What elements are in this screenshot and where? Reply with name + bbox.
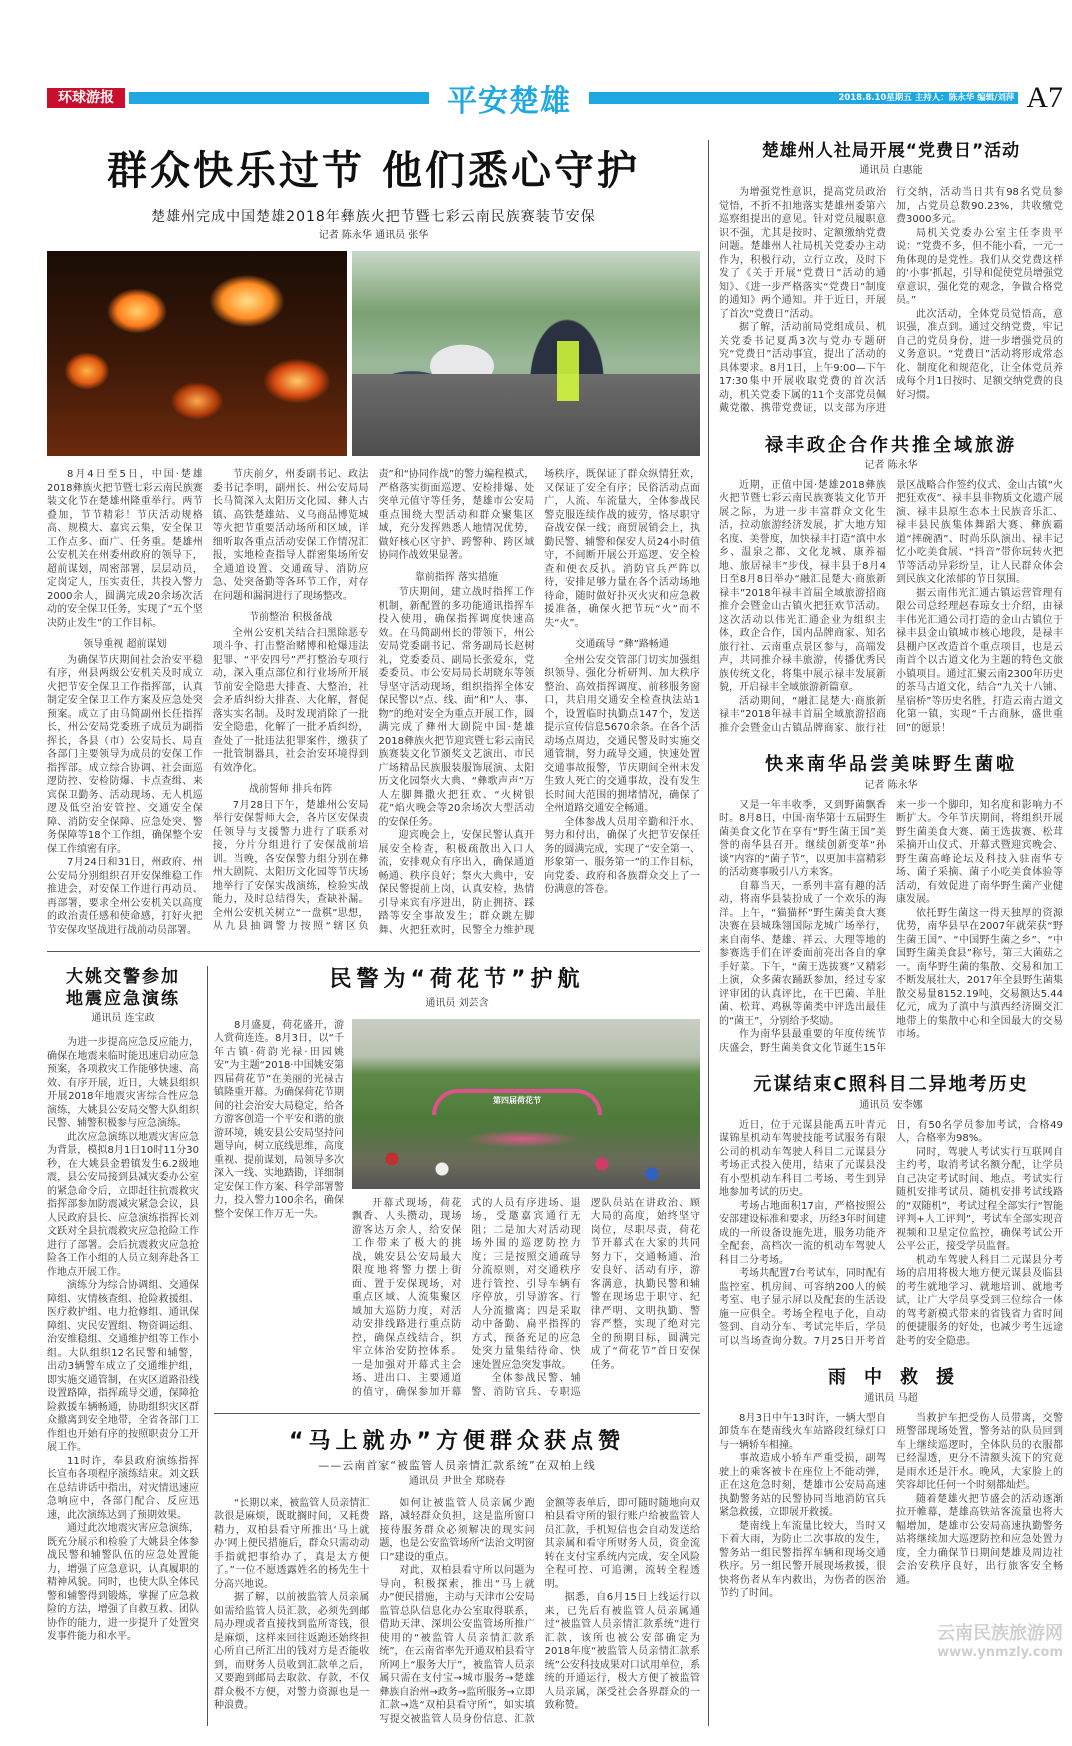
- article-title: 雨 中 救 援: [828, 1367, 954, 1389]
- article-lufeng-tourism: [719, 434, 1063, 736]
- dateline: 2018.8.10星期五 主持人：陈永华 编辑/刘萍: [838, 93, 1015, 103]
- article-body: [214, 1497, 700, 1727]
- article-byline: 通讯员 连宝政: [91, 1013, 155, 1025]
- column-divider: [207, 966, 208, 1726]
- page-layout: [47, 140, 1063, 1726]
- article-title: 民警为“荷花节”护航: [329, 967, 585, 992]
- article-title-line1: 大姚交警参加: [66, 967, 180, 987]
- paragraph: 对此，双柏县看守所以问题为导向，积极探索，推出“马上就办”便民措施，主动与天津市公安局监管总队信息化办公室取得联系，借助天津、深圳公安监管场所推广使用的“被监管人员亲情汇款系统”，在云南省率先开通双柏县看守所网上“服务大厅”，被监管人员亲属只需在支付宝→城市服务→楚雄彝族自治州→政务→监所服务→立即汇款→选“双柏县看守所”，如实填写提交被监管人员身份信息、汇款金额等表单后，即可随时随地向双柏县看守所的银行账户给被监管人员汇款，手机短信也会自动发送给其亲属和看守所财务人员，资金流转在支付宝系统内完成，安全风险全程可控、可追溯，流转全程透明。: [379, 1497, 700, 1725]
- paragraph: 近日，位于元谋县能禹五叶青元谋锦星机动车驾驶技能考试服务有限公司的机动车驾驶人科目二元谋县分考场正式投入使用，结束了元谋县没有小型机动车科目二考场、考生到异地参加考试的历史。: [719, 1119, 886, 1199]
- article-body-continued: [352, 1197, 700, 1400]
- right-area: [719, 140, 1063, 1726]
- paragraph: 同时，驾驶人考试实行互联网自主约考，取消考试名额分配，让学员自己决定考试时间、地点。考试实行随机安排考试员、随机安排考试线路的“双随机”，考试过程全部实行“智能评判+人工评判”，考试车全部实现音视频和卫星定位监控，确保考试公开公平公正，接受学员监督。: [896, 1146, 1063, 1253]
- paragraph: 全州公安交管部门切实加强组织领导、强化分析研判、加大秩序整治、高效指挥调度、前移服务窗口，共启用交通安全检查执法站1个，设置临时执勤点147个，发送提示宣传信息5670余条。在各个活动场点周边，交通民警及时实施交通管制，努力疏导交通，快速处置交通事故报警，节庆期间全州未发生致人死亡的交通事故，没有发生长时间大范围的拥堵情况，确保了全州道路交通安全畅通。: [544, 654, 700, 814]
- subheading: 领导重视 超前谋划: [83, 639, 167, 650]
- lead-article: [47, 146, 700, 937]
- subheading: 战前誓师 排兵布阵: [249, 784, 333, 795]
- paragraph: 开幕式现场，荷花飘香、人头攒动，现场游客达万余人，给安保工作带来了极大的挑战，姚安县公安局最大限度地将警力摆上街面、置于安保现场，对重点区域、人流集聚区域加大巡防力度，对活动安排线路进行重点防控，确保点线结合，织牢立体治安防控体系。一是加强对开幕式主会场、进出口、主要通道的值守，确保参加开幕式的人员有序进场、退场，受邀嘉宾通行无阻；二是加大对活动现场外围的巡逻防控力度；三是按照交通疏导分流原则，对交通秩序进行管控、引导车辆有序停放，引导游客、行人分流撤离；四是采取动中备勤、扁平指挥的方式，预备充足的应急处突力量集结待命、快速处置应急突发事故。: [352, 1197, 581, 1398]
- article-body: [719, 479, 1063, 736]
- section-title: 平安楚雄: [447, 84, 571, 119]
- lead-photos: [47, 251, 700, 456]
- traffic-police-photo: [352, 251, 700, 456]
- page-number: A7: [1026, 81, 1063, 114]
- article-rain-rescue: [719, 1366, 1063, 1600]
- paragraph: 全州公安机关结合扫黑除恶专项斗争、打击整治赌博和枪爆违法犯罪、“平安四号”严打整治专项行动，深入重点部位和行业场所开展节前安全隐患大排查、大整治，社会矛盾纠纷大排查、大化解，督促落实实名制。及时发现消除了一批安全隐患，化解了一批矛盾纠纷，查处了一批违法犯罪案件，缴获了一批管制器具，社会治安环境得到有效净化。: [212, 627, 369, 774]
- article-party-dues: [719, 140, 1063, 416]
- article-body: [719, 1119, 1063, 1349]
- section-divider: [47, 951, 700, 952]
- article-byline: 通讯员 白惠能: [859, 165, 923, 177]
- paragraph: 节庆期间，建立战时指挥工作机制，新配置的多功能通讯指挥车投入使用，确保指挥调度快速高效。在马简副州长的带领下，州公安局党委副书记、常务副局长赵树礼，党委委员、副局长张爱东，党委委员、市公安局局长胡晓东等领导坚守活动现场，组织指挥全体安保民警以“点、线、面”和“人、事、物”的绝对安全为重点开展工作，圆满完成了彝州大剧院中国·楚雄2018彝族火把节迎宾暨七彩云南民族赛装文化节颁奖文艺演出、市民广场精品民族服装服饰展演、太阳历文化园祭火大典、“彝歌声声”万人左脚舞撒火把狂欢、“火树银花”焰火晚会等20余场次大型活动的安保任务。: [378, 587, 535, 828]
- paragraph: 8月盛夏，荷花盛开，游人赏荷连连。8月3日，以“千年古镇·荷韵光禄·田园姚安”为主题“2018·中国姚安第四届荷花节”在美丽的光禄古镇隆重开幕。为确保荷花节期间的社会治安大局稳定，给各方游客创造一个平安和谐的旅游环境，姚安县公安局坚持问题导向，树立底线思维，高度重视、提前谋划，局领导多次深入一线、实地踏勘，详细制定安保工作方案、科学部署警力，投入警力100余名，确保整个安保工作万无一失。: [214, 1019, 344, 1220]
- paragraph: 7月28日下午，楚雄州公安局举行安保誓师大会，各片区安保责任领导与支援警力进行了联系对接，分片分组进行了安保战前培训。当晚，各安保警力组分别在彝州大剧院、太阳历文化园等节庆场地举行了安保实战演练，检验实战能力，及时总结得失，查缺补漏。全州公安机关树立“一盘棋”思想，从九县抽调警力按照“辖区负责”和“协同作战”的警力编程模式，严格落实街面巡逻、安检排爆、处突单元值守等任务，楚雄市公安局重点围绕大型活动和群众聚集区域，充分发挥熟悉人地情况优势，做好核心区守护、跨警种、跨区域协同作战效果显著。: [212, 469, 535, 932]
- paragraph: 又是一年丰收季，又到野菌飘香时。8月8日，中国·南华第十五届野生菌美食文化节在享有“野生菌王国”美誉的南华县召开。继续创新变革“孙谈”内容的“菌子节”，以更加丰富精彩的活动赛事吸引八方来客。: [719, 799, 886, 879]
- paragraph: 活动期间，“融汇昆楚大·商旅新禄丰”2018年禄丰首届全域旅游招商推介会暨金山古镇品牌商家、旅行社景区战略合作签约仪式、金山古镇“火把狂欢夜”、禄丰县非物质文化遗产展演、禄丰县原生态本土民族音乐汇、禄丰县民族集体舞蹈大赛、彝族霸道“摔碗酒”、时尚乐队演出、禄丰记忆小吃美食展、“抖音”带你玩转火把节等活动异彩纷呈，让人民群众体会到民族文化浓郁的节日氛围。: [719, 479, 1063, 734]
- article-body: [719, 799, 1063, 1056]
- paragraph: 楚南线上车流量比较大，当时又下着大雨，为防止二次事故的发生，警务站一组民警指挥车辆和现场交通秩序。另一组民警开展现场救援，很快将伤者从车内救出，为伤者的医治节约了时间。: [719, 1520, 886, 1600]
- paragraph: 考场占地面积17亩，严格按照公安部建设标准和要求，历经3年时间建成的一所设备设施先进，服务功能齐全配套，高档次一流的机动车驾驶人科目二分考场。: [719, 1200, 886, 1266]
- torch-festival-photo: [47, 251, 347, 456]
- paragraph: 据云南伟光汇通古镇运营管理有限公司总经理赵春琼女士介绍，由禄丰伟光汇通公司打造的金山古镇位于禄丰县金山镇城市核心地段，是禄丰县棚户区改造首个重点项目，也是云南首个以古道文化为主题的特色文旅小镇项目。通过汇聚云南2300年历史的茶马古道文化，结合“九关十八铺、星宿桥”等历史名胜，打造云南古道文化第一镇，实现“千古商脉，盛世重回”的愿景！: [896, 587, 1063, 734]
- left-area: [47, 140, 700, 1726]
- paragraph: 据悉，自6月15日上线运行以来，已先后有被监管人员亲属通过“被监管人员亲情汇款系统”进行汇款，该所也被公安部确定为2018年度“被监管人员亲情汇款系统”公安科技成果对口试用单位，系统的开通运行，极大方便了被监管人员亲属，深受社会各界群众的一致称赞。: [544, 1592, 700, 1712]
- paragraph: 考场共配置7台考试车，同时配有监控室、机房间、可容纳200人的候考室、电子显示屏以及配套的生活设施一应俱全。考场全程电子化，自动签到、自动分车、考试完毕后，学员可以当场查询分数。7月25日开考首日，有50名学员参加考试，合格49人，合格率为98%。: [719, 1119, 1063, 1347]
- article-body: [47, 1036, 199, 1644]
- paragraph: 7月24日和31日，州政府、州公安局分别组织召开安保维稳工作推进会，对安保工作进行再动员、再部署，要求全州公安机关以高度的政治责任感和使命感，打好火把节安保攻坚战进行战前动员部署。: [47, 857, 203, 936]
- lead-headline: 群众快乐过节 他们悉心守护: [107, 148, 640, 194]
- article-title: 楚雄州人社局开展“党费日”活动: [761, 141, 1021, 161]
- police-vest: [557, 341, 579, 401]
- paragraph: 事故造成小轿车严重受损，副驾驶上的乘客被卡在座位上不能动弹，正在这危急时刻，楚雄市公安局高速执勤警务站的民警协同当地消防官兵紧急救援，立即展开救援。: [719, 1453, 886, 1519]
- article-lotus-festival: [214, 966, 700, 1399]
- paragraph: 随着楚雄火把节盛会的活动逐渐拉开帷幕，楚雄高铁站客流量也将大幅增加，楚雄市公安局高速执勤警务站将继续加大巡逻防控和应急处置力度，全力确保节日期间楚雄及周边社会治安秩序良好，出行旅客安全畅通。: [896, 1493, 1063, 1586]
- paragraph: 据了解，以前被监管人员亲属如需给监管人员汇款，必须先到邮局办理或者直接找到监所寄钱，很是麻烦，这样来回往返跑还始终担心所自己所汇出的钱对方是否能收到，而财务人员收到汇款单之后，又要跑到邮局去取款、存款，不仅群众极不方便，对警力资源也是一种浪费。: [214, 1592, 370, 1712]
- paragraph: 全体参战民警、辅警、消防官兵、专职巡逻队员站在讲政治、顾大局的高度，始终坚守岗位，尽职尽责，荷花节开幕式在大家的共同努力下，交通畅通、治安良好、活动有序，游客满意，执勤民警和辅警在现场忠于职守、纪律严明、文明执勤、警容严整，实现了绝对完全的预期目标，圆满完成了“荷花节”首日安保任务。: [471, 1197, 700, 1398]
- lotus-festival-photo: [352, 1019, 700, 1189]
- lead-subtitle: 楚雄州完成中国楚雄2018年彝族火把节暨七彩云南民族赛装节安保: [151, 209, 596, 225]
- paragraph: 为进一步提高应急反应能力，确保在地震来临时能迅速启动应急预案，各项救灾工作能够快速、高效、有序开展，近日，大姚县组织开展2018年地震灾害综合性应急演练，大姚县公安局交警大队组织民警、辅警积极参与应急演练。: [47, 1037, 199, 1130]
- article-body: [719, 1412, 1063, 1601]
- paragraph: 迎宾晚会上，安保民警认真开展安全检查，积极疏散出入口人流，安排观众有序出入，确保通道畅通、秩序良好；祭火大典中，安保民警提前上岗，认真安检，热情引导来宾有序进出，防止拥挤、踩踏等安全事故发生；群众跳左脚舞、火把狂欢时，民警全力维护现场秩序，既保证了群众纵情狂欢，又保证了安全有序；民俗活动点面广，人流、车流量大，全体参战民警克服连续作战的疲劳，恪尽职守奋战安保一线；商贸展销会上，执勤民警、辅警和保安人员24小时值守，不间断开展公开巡逻、安全检查和便衣反扒。消防官兵严阵以待，安排足够力量在各个活动场地待命，随时做好扑灭火灾和应急救援准备，确保火把节玩“火”而不失“火”。: [378, 469, 700, 936]
- article-title: “马上就办”方便群众获点赞: [289, 1429, 625, 1455]
- paragraph: 此次活动，全体党员觉悟高，意识强，准点到。通过交纳党费，牢记自己的党员身份，进一步增强党员的义务意识。“党费日”活动将形成常态化、制度化和规范化，让全体党员养成每个月1日按时、足额交纳党费的良好习惯。: [896, 308, 1063, 401]
- paragraph: 8月4日至5日，中国·楚雄2018彝族火把节暨七彩云南民族赛装文化节在楚雄州隆重举行。两节叠加，节节精彩！节庆活动规格高、规模大、嘉宾云集，安全保卫工作点多、面广、任务重。楚雄州公安机关在州委州政府的领导下，超前谋划，周密部署，层层动员，定岗定人，压实责任，共投入警力2000余人，圆满完成20余场次活动的安全保卫任务，实现了“五个坚决防止发生”的工作目标。: [47, 469, 203, 629]
- lower-right-area: [214, 966, 700, 1726]
- section-divider: [214, 1413, 700, 1414]
- article-remittance-system: [214, 1428, 700, 1726]
- article-yuanmou-exam: [719, 1073, 1063, 1348]
- lotus-body-row: [214, 1019, 700, 1400]
- paragraph: 节庆前夕，州委副书记、政法委书记李明，副州长、州公安局局长马简深入太阳历文化园、彝人古镇、高铁楚雄站、义乌商品博览城等火把节重要活动场所和区域，详细听取各重点活动安保工作情况汇报，实地检查指导人群密集场所安全通道设置、交通疏导、消防应急、处突备勤等各环节工作，对存在问题和漏洞进行了现场整改。: [212, 469, 369, 602]
- paragraph: 自幕当天，一系列丰富有趣的活动，将南华县装扮成了一个欢乐的海洋。上午，“猫猫杯”野生菌美食大赛决赛在县城珠翎国际龙城广场举行，来自南华、楚雄、祥云、大理等地的参赛选手们在评委面前亮出各自的拿手好菜。下午，“菌王选拔赛”又精彩上演，众多菌农踊跃参加，经过专家评审团的认真评比，在干巴菌、羊肚菌、松茸、鸡枞等菌类中评选出最佳的“菌王”，分别给予奖励。: [719, 880, 886, 1027]
- paragraph: 通过此次地震灾害应急演练，既充分展示和检验了大姚县全体参战民警和辅警队伍的应急处置能力，增强了应急意识，认真履职的精神风貌。同时，也使大队全体民警和辅警得到锻炼，掌握了应急救险的方法，增强了自救互救、团队协作的能力，进一步提升了处置突发事件能力和水平。: [47, 1523, 199, 1643]
- lotus-right: [352, 1019, 700, 1400]
- paragraph: 为确保节庆期间社会治安平稳有序，州县两级公安机关及时成立火把节安全保卫工作指挥部，认真制定安全保卫工作方案及应急处突预案。成立了由马简副州长任指挥长，州公安局党委班子成员为副指挥长，各县（市）公安局长、局直各部门主要领导为成员的安保工作指挥部。成立综合协调、社会面巡逻防控、安检防爆、卡点查缉、来宾保卫勤务、活动现场、无人机巡逻及低空治安管控、交通安全保障、消防安全保障、应急处突、警务保障等18个工作组，确保整个安保工作缜密有序。: [47, 654, 203, 855]
- watermark-url: www.ynmzly.com: [937, 1644, 1063, 1660]
- paragraph: 机动车驾驶人科目二元谋县分考场的启用将极大地方便元谋县及临县的考生就地学习、就地培训、就地考试，让广大学员享受到三位综合一体的驾考新模式带来的省钱省力省时间的便捷服务的好处，也减少考生远途赴考的安全隐患。: [896, 1254, 1063, 1347]
- newspaper-logo: 环球游报: [47, 88, 125, 108]
- article-byline: 通讯员 尹世全 郑晓春: [408, 1475, 506, 1487]
- paragraph: 全体参战人员用辛勤和汗水、努力和付出，确保了火把节安保任务的圆满完成，实现了“安全第一、形象第一、服务第一”的工作目标，向党委、政府和各族群众交上了一份满意的答卷。: [544, 816, 700, 895]
- masthead-bar-left: [129, 92, 429, 104]
- article-byline: 通讯员 马超: [864, 1392, 918, 1404]
- masthead: [47, 78, 1063, 118]
- article-body: [214, 1019, 344, 1400]
- article-dayao-drill: [47, 966, 199, 1726]
- paragraph: 如何让被监管人员亲属少跑路，减轻群众负担，这是监所窗口接待服务群众必须解决的现实问题，也是公安监管场所“法治文明窗口”建设的重点。: [379, 1497, 535, 1563]
- paragraph: 据了解，活动前局党组成员、机关党委书记夏禹3次与党办专题研究“党费日”活动事宜，提出了活动的具体要求。8月1日，上午9:00—下午17:30集中开展收取党费的首次活动，机关党委下属的11个支部党员佩戴党徽、携带党费证，以支部为序进行交纳，活动当日共有98名党员参加，占党员总数90.23%，共收缴党费3000多元。: [719, 187, 1063, 415]
- paragraph: “长期以来，被监管人员亲情汇款很是麻烦，既耽搁时间，又耗费精力，双柏县看守所推出‘马上就办’网上便民措施后，群众只需动动手指就把事给办了，真是太方便了。”一位不愿透露姓名的杨先生十分高兴地说。: [214, 1497, 370, 1590]
- masthead-bar-right: [589, 92, 1018, 104]
- festival-arch: [432, 1089, 602, 1115]
- website-watermark: [719, 1619, 1063, 1660]
- subheading: 靠前指挥 落实措施: [414, 571, 498, 583]
- subheading: 节前整治 积极备战: [249, 612, 333, 623]
- article-title: 元谋结束C照科目二异地考历史: [753, 1074, 1029, 1096]
- paragraph: 8月3日中午13时许，一辆大型自卸货车在楚南线火车站路段红绿灯口与一辆轿车相撞。: [719, 1412, 886, 1451]
- column-divider: [708, 140, 709, 1726]
- festival-banner-text: 第四届荷花节: [493, 1095, 541, 1105]
- paragraph: 近期，正值中国·楚雄2018彝族火把节暨七彩云南民族赛装文化节开展之际，为进一步丰富群众文化生活，拉动旅游经济发展，扩大地方知名度、美誉度，加快禄丰打造“滇中水乡、温泉之都、文化龙城、康养福地、旅居禄丰”步伐，禄丰县于8月4日至8月8日举办“融汇昆楚大·商旅新禄丰”2018年禄丰首届全域旅游招商推介会暨金山古镇火把狂欢节活动。这次活动以伟光汇通企业为组织主体，政企合作，国内品牌商家、知名旅行社、云南重点景区参与，高端发声，共同推介禄丰旅游，传播优秀民族传统文化，将集中展示禄丰发展新貌，开启禄丰全域旅游新篇章。: [719, 479, 886, 694]
- article-nanhua-mushroom: [719, 753, 1063, 1055]
- article-byline: 记者 陈永华: [864, 779, 918, 791]
- subheading: 交通疏导 “彝”路畅通: [575, 639, 669, 650]
- article-byline: 通讯员 安李娜: [859, 1099, 923, 1111]
- lead-byline: 记者 陈永华 通讯员 张华: [318, 230, 429, 241]
- paragraph: 局机关党委办公室主任李贵平说：“党费不多，但不能小看，一元一角体现的是党性。我们从交党费这样的‘小事’抓起，引导和促使党员增强党章意识，强化党的观念，争做合格党员。”: [896, 227, 1063, 307]
- article-byline: 记者 陈永华: [864, 459, 918, 471]
- paragraph: 依托野生菌这一得天独厚的资源优势，南华县早在2007年就荣获“野生菌王国”、“中国野生菌之乡”、“中国野生菌美食县”称号，第三大菌菇之一。南华野生菌的集散、交易和加工不断发展壮大，2017年全县野生菌集散交易量8152.19吨，交易额达5.44亿元，成为了滇中与滇西经济圈交汇地带上的集散中心和全国最大的交易市场。: [896, 907, 1063, 1041]
- article-title: 禄丰政企合作共推全域旅游: [765, 434, 1017, 456]
- article-title-line2: 地震应急演练: [66, 989, 180, 1010]
- paragraph: 演练分为综合协调组、交通保障组、灾情核查组、抢险救援组、医疗救护组、电力抢修组、通讯保障组、灾民安置组、物资调运组、治安维稳组、交通维护组等工作小组。大队组织12名民警和辅警，出动3辆警车成立了交通维护组，即实施交通管制，在灾区道路沿线设置路障，指挥疏导交通，保障抢险救援车辆畅通，协助组织灾区群众撤离到安全地带，全省各部门工作组也开始有序的按照职责分工开展工作。: [47, 1280, 199, 1454]
- watermark-name: 云南民族旅游网: [937, 1622, 1063, 1644]
- lead-article-body: [47, 468, 700, 937]
- article-body: [719, 186, 1063, 416]
- lower-area: [47, 966, 700, 1726]
- paragraph: 11时许，奉县政府演练指挥长宣布各项程序演练结束。刘文跃在总结讲话中指出，对灾情迅速应急响应中，各部门配合、反应迅速，此次演练达到了预期效果。: [47, 1455, 199, 1521]
- paragraph: 作为南华县最重要的年度传统节庆盛会，野生菌美食文化节诞生15年来一步一个脚印，知名度和影响力不断扩大。今年节庆期间，将组织开展野生菌美食大赛、菌王选拔赛、松茸采摘开山仪式、开幕式暨迎宾晚会、野生菌高峰论坛及科技入驻南华专场、菌子采摘、菌子小吃美食体验等活动，有效促进了南华野生菌产业健康发展。: [719, 799, 1063, 1054]
- article-byline: 通讯员 刘芸含: [425, 997, 489, 1009]
- paragraph: 为增强党性意识，提高党员政治觉悟，不折不扣地落实楚雄州委第六巡察组提出的意见。针对党员履职意识不强，尤其是按时、定额缴纳党费问题。楚雄州人社局机关党委办主动作为，积极行动，立行立改，及时下发了《关于开展“党费日”活动的通知》、《进一步严格落实“党费日”制度的通知》两个通知。并于近日，开展了首次“党费日”活动。: [719, 187, 886, 320]
- paragraph: 当救护车把受伤人员带离，交警班警部现场处置，警务站的队员回到车上继续巡逻时，全体队员的衣服都已经湿透，更分不清额头流下的究竟是雨水还是汗水。晚风，大家脸上的笑容却比任何一个时刻都灿烂。: [896, 1412, 1063, 1492]
- article-subtitle: ——云南首家“被监管人员亲情汇款系统”在双柏上线: [318, 1458, 596, 1472]
- paragraph: 此次应急演练以地震灾害应急为背景，模拟8月1日10时11分30秒，在大姚县金碧镇发生6.2级地震，县公安局接到县减灾委办公室的紧急命令后，立即赶往抗震救灾指挥部参加防震减灾紧急会议，县人民政府县长、应急演练指挥长刘文跃对全县抗震救灾应急抢险工作进行了部署。会后抗震救灾应急抢险各工作小组的人员立刻奔赴各工作地点开展工作。: [47, 1131, 199, 1278]
- article-title: 快来南华品尝美味野生菌啦: [765, 754, 1017, 776]
